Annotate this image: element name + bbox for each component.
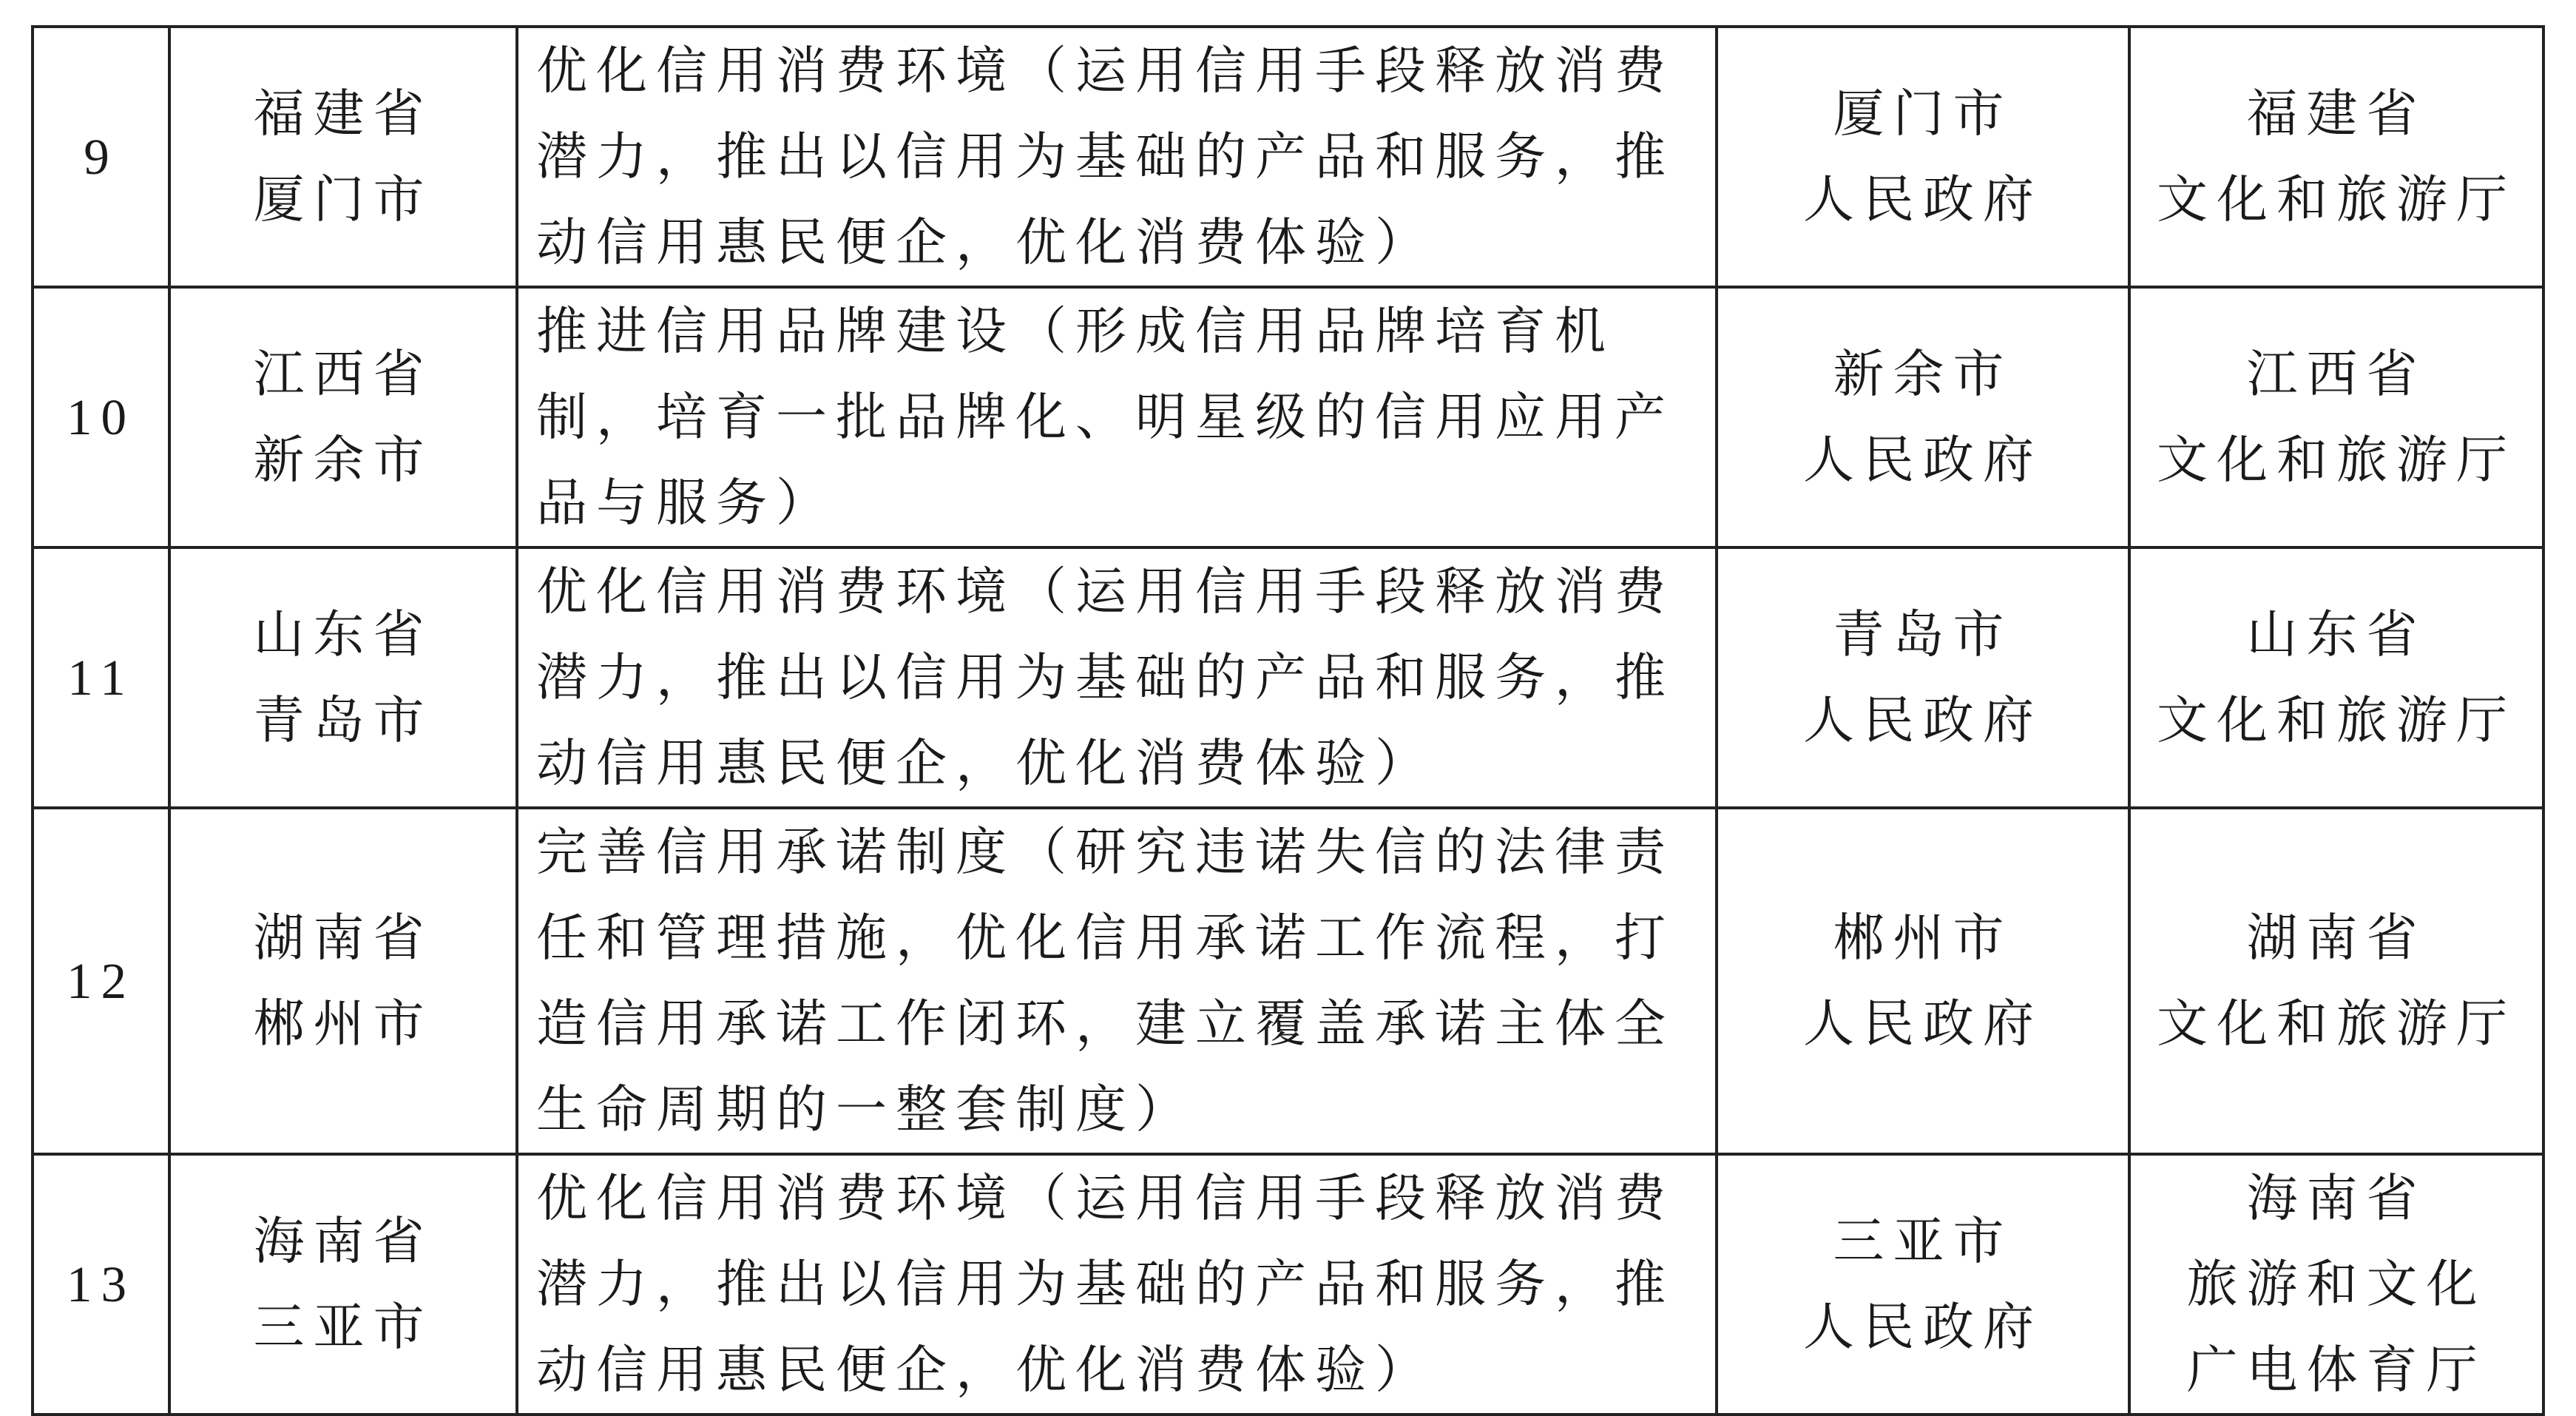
lead-unit-cell	[1717, 808, 2129, 1154]
lead-unit-line: 人民政府	[1803, 994, 2043, 1053]
partner-unit-line: 海南省	[2246, 1169, 2427, 1228]
table-row	[33, 27, 2543, 287]
city: 青岛市	[253, 691, 433, 750]
partner-unit-line: 文化和旅游厅	[2157, 170, 2516, 229]
table-row	[33, 287, 2543, 547]
lead-unit-line: 人民政府	[1803, 691, 2043, 750]
row-number: 9	[33, 27, 169, 287]
measure-cell: 推进信用品牌建设（形成信用品牌培育机制，培育一批品牌化、明星级的信用应用产品与服务）	[517, 287, 1717, 547]
lead-unit-line: 郴州市	[1833, 908, 2013, 968]
province: 海南省	[253, 1212, 433, 1271]
province: 湖南省	[253, 908, 433, 968]
province: 山东省	[253, 605, 433, 664]
partner-unit-cell	[2129, 1154, 2543, 1415]
city: 厦门市	[253, 170, 433, 229]
region-cell	[169, 808, 517, 1154]
lead-unit-line: 新余市	[1833, 345, 2013, 404]
lead-unit-line: 人民政府	[1803, 431, 2043, 490]
region-cell	[169, 27, 517, 287]
lead-unit-line: 人民政府	[1803, 170, 2043, 229]
table-row	[33, 1154, 2543, 1415]
row-number: 12	[33, 808, 169, 1154]
lead-unit-cell	[1717, 287, 2129, 547]
row-number: 10	[33, 287, 169, 547]
partner-unit-line: 广电体育厅	[2186, 1341, 2487, 1400]
partner-unit-cell	[2129, 808, 2543, 1154]
region-cell	[169, 547, 517, 808]
partner-unit-line: 文化和旅游厅	[2157, 431, 2516, 490]
row-number: 11	[33, 547, 169, 808]
province: 福建省	[253, 84, 433, 144]
lead-unit-line: 人民政府	[1803, 1298, 2043, 1357]
table-row	[33, 808, 2543, 1154]
measure-cell: 完善信用承诺制度（研究违诺失信的法律责任和管理措施，优化信用承诺工作流程，打造信用承诺工作闭环，建立覆盖承诺主体全生命周期的一整套制度）	[517, 808, 1717, 1154]
lead-unit-cell	[1717, 547, 2129, 808]
lead-unit-cell	[1717, 27, 2129, 287]
lead-unit-line: 三亚市	[1833, 1212, 2013, 1271]
partner-unit-line: 江西省	[2246, 345, 2427, 404]
pilot-table	[31, 25, 2545, 1416]
row-number: 13	[33, 1154, 169, 1415]
partner-unit-cell	[2129, 27, 2543, 287]
lead-unit-line: 青岛市	[1833, 605, 2013, 664]
measure-cell: 优化信用消费环境（运用信用手段释放消费潜力，推出以信用为基础的产品和服务，推动信用惠民便企，优化消费体验）	[517, 547, 1717, 808]
lead-unit-line: 厦门市	[1833, 84, 2013, 144]
city: 郴州市	[253, 994, 433, 1053]
province: 江西省	[253, 345, 433, 404]
partner-unit-line: 湖南省	[2246, 908, 2427, 968]
city: 新余市	[253, 431, 433, 490]
partner-unit-line: 旅游和文化	[2186, 1255, 2487, 1314]
partner-unit-line: 福建省	[2246, 84, 2427, 144]
table-row	[33, 547, 2543, 808]
region-cell	[169, 287, 517, 547]
partner-unit-cell	[2129, 547, 2543, 808]
city: 三亚市	[253, 1298, 433, 1357]
partner-unit-line: 文化和旅游厅	[2157, 994, 2516, 1053]
lead-unit-cell	[1717, 1154, 2129, 1415]
measure-cell: 优化信用消费环境（运用信用手段释放消费潜力，推出以信用为基础的产品和服务，推动信用惠民便企，优化消费体验）	[517, 1154, 1717, 1415]
partner-unit-line: 山东省	[2246, 605, 2427, 664]
partner-unit-line: 文化和旅游厅	[2157, 691, 2516, 750]
measure-cell: 优化信用消费环境（运用信用手段释放消费潜力，推出以信用为基础的产品和服务，推动信用惠民便企，优化消费体验）	[517, 27, 1717, 287]
region-cell	[169, 1154, 517, 1415]
partner-unit-cell	[2129, 287, 2543, 547]
